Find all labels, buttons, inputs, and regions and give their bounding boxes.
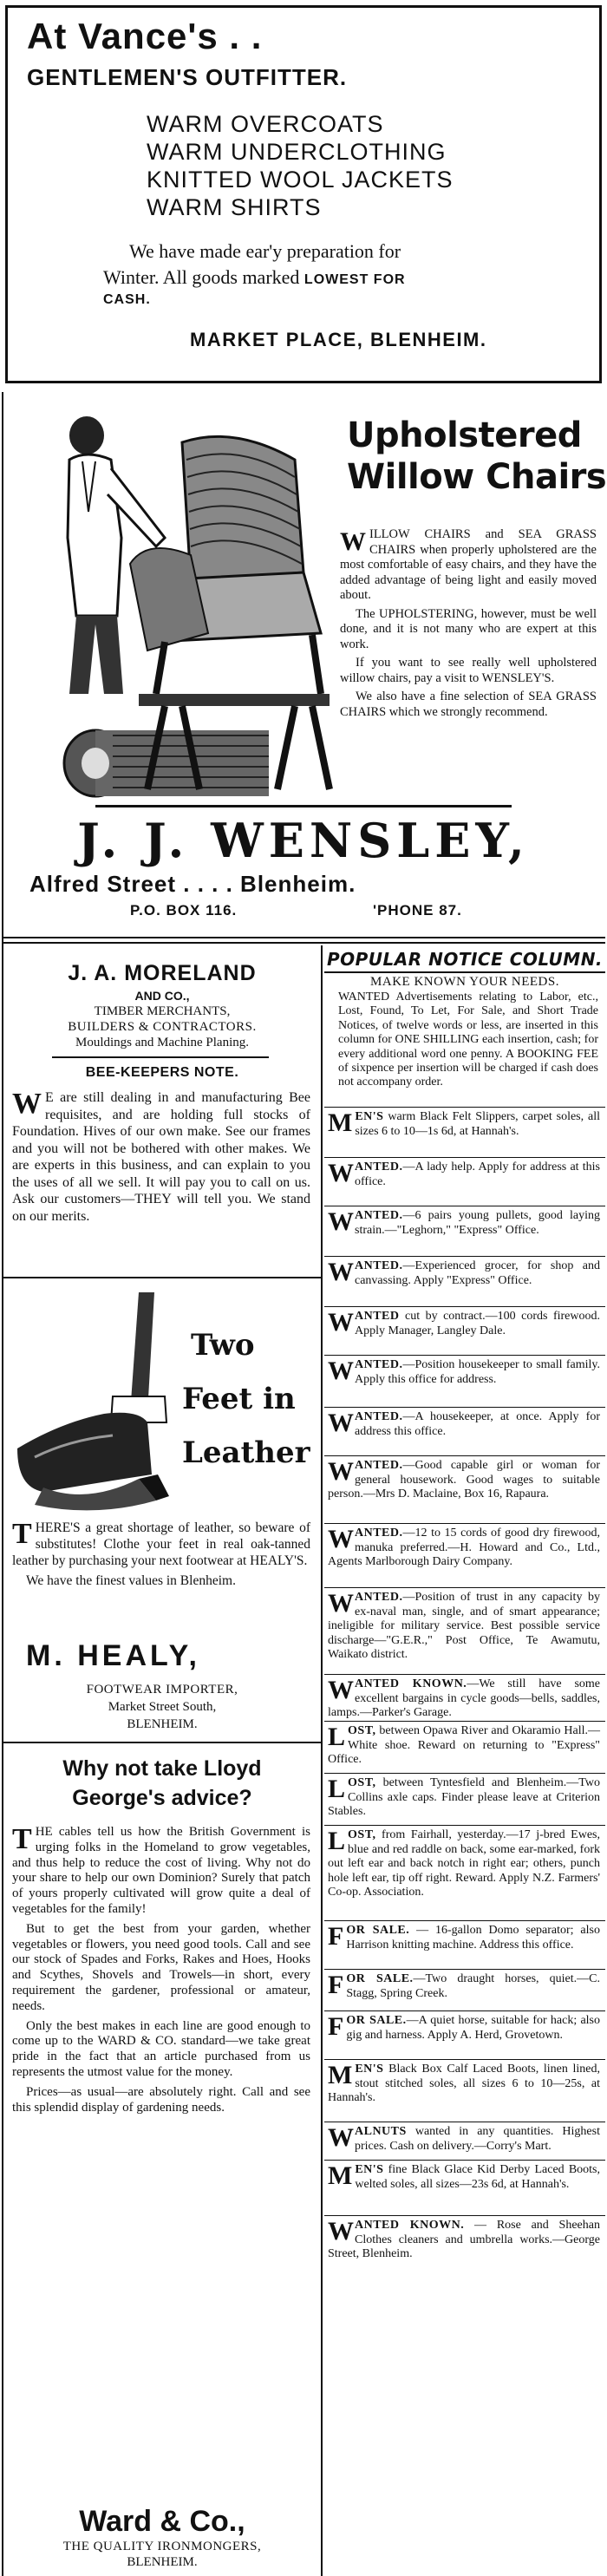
notice-lead: OR SALE. — [346, 1924, 410, 1937]
moreland-bottom-rule — [3, 1277, 321, 1278]
healy-line3: BLENHEIM. — [127, 1717, 198, 1731]
wensley-phone: 'PHONE 87. — [373, 902, 462, 919]
notice-item — [324, 1306, 605, 1355]
notice-text: cut by contract.—100 cords firewood. Apply Manager, Langley Dale. — [355, 1310, 600, 1337]
notice-lead: EN'S — [355, 2163, 384, 2176]
notice-item — [324, 1773, 605, 1825]
notice-text: — Rose and Sheehan Clothes cleaners and umbrella works.—George Street, Blenheim. — [328, 2219, 600, 2260]
notice-lead: ANTED. — [355, 1161, 403, 1174]
notice-lead: ANTED. — [355, 1410, 403, 1423]
ward-name: Ward & Co., — [79, 2505, 245, 2538]
notice-drop-cap: W — [328, 1207, 352, 1236]
notice-text: — 16-gallon Domo separator; also Harrison knitting machine. Address this office. — [346, 1924, 600, 1952]
notice-drop-cap: W — [328, 1589, 352, 1618]
notice-text: —We still have some excellent bargains in cycle goods—bells, saddles, lamps.—Parker's Garage. — [328, 1677, 600, 1719]
ward-line1: THE QUALITY IRONMONGERS, — [62, 2540, 262, 2553]
notice-drop-cap: F — [328, 2012, 344, 2041]
notice-lead: OR SALE. — [346, 1972, 414, 1985]
notice-item — [324, 2059, 605, 2122]
moreland-body: W E are still dealing in and manufacturing Bee requisites, and are holding full stocks of Foundation. Hives of our own make. See our frames and you will not be bothered with other makes. We are experts in this business, and can explain to you the uses of all we sell. It will pay you to call on us. Ask our customers—THEY will tell you. We stand on our merits. — [12, 1088, 310, 1224]
moreland-line3: Mouldings and Machine Planing. — [75, 1036, 249, 1049]
notice-drop-cap: W — [328, 1308, 352, 1337]
notice-drop-cap: F — [328, 1971, 344, 1999]
notice-text: —Position housekeeper to small family. Apply this office for address. — [355, 1358, 600, 1386]
column-divider — [321, 945, 323, 2576]
section-divider — [3, 937, 605, 938]
moreland-andco: AND CO., — [134, 989, 190, 1003]
notice-text: between Tyntesfield and Blenheim.—Two Collins axle caps. Finder please leave at Criterion Stables. — [328, 1776, 600, 1818]
notice-text: between Opawa River and Okaramio Hall.—White shoe. Reward on returning to "Express" Office. — [328, 1724, 600, 1766]
notice-text: —12 to 15 cords of good dry firewood, manuka preferred.—H. Howard and Co., Ltd., Agents Marlborough Dairy Company. — [328, 1527, 600, 1568]
notice-drop-cap: F — [328, 1922, 344, 1951]
notice-text: —Good capable girl or woman for general housework. Good wages to suitable person.—Mrs D. Maclaine, Box 16, Rapaura. — [328, 1459, 600, 1500]
notice-lead: EN'S — [355, 1110, 384, 1123]
bee-keepers-title: BEE-KEEPERS NOTE. — [85, 1065, 239, 1080]
notice-item — [324, 1407, 605, 1455]
vance-ad — [5, 5, 602, 383]
notice-item — [324, 1455, 605, 1523]
healy-bottom-rule — [3, 1742, 321, 1743]
healy-body: THERE'S a great shortage of leather, so beware of substitutes! Clothe your feet in real oak-tanned leather by purchasing your next footwear at HEALY'S. We have the finest values in Blenheim. — [12, 1518, 310, 1588]
notice-drop-cap: W — [328, 1357, 352, 1385]
notice-drop-cap: W — [328, 1159, 352, 1187]
notice-lead: OR SALE. — [346, 2014, 407, 2027]
notice-item — [324, 2160, 605, 2215]
wensley-street: Alfred Street . . . . Blenheim. — [29, 871, 356, 897]
vance-item: KNITTED WOOL JACKETS — [147, 167, 454, 193]
notice-text: fine Black Glace Kid Derby Laced Boots, welted soles, all sizes—23s 6d, at Hannah's. — [355, 2163, 600, 2191]
notice-text: —Two draught horses, quiet.—C. Stagg, Spring Creek. — [346, 1972, 600, 2000]
moreland-line1: TIMBER MERCHANTS, — [94, 1004, 231, 1018]
notice-text: —A lady help. Apply for address at this office. — [355, 1161, 600, 1188]
notice-text: —6 pairs young pullets, good laying strain.—"Leghorn," "Express" Office. — [355, 1209, 600, 1237]
moreland-line2: BUILDERS & CONTRACTORS. — [68, 1020, 257, 1034]
healy-headline: Two Feet in Leather — [182, 1328, 310, 1470]
notice-text: Black Box Calf Laced Boots, linen lined, stout stitched soles, all sizes 6 to 10—25s, at Hannah's. — [328, 2063, 600, 2104]
notice-text: from Fairhall, yesterday.—17 j-bred Ewes, blue and red raddle on back, some ear-marked, fork out left ear and back notch in right ear; others, punch hole left ear, tip off right. Reward. Apply N.Z. Farmers' Co-op. Association. — [328, 1828, 600, 1899]
section-divider — [3, 942, 605, 944]
vance-item: WARM UNDERCLOTHING — [147, 139, 447, 165]
notice-lead: ANTED KNOWN. — [355, 2219, 465, 2232]
notice-drop-cap: W — [328, 1409, 352, 1437]
notice-item — [324, 1920, 605, 1969]
ward-body: THE cables tell us how the British Government is urging folks in the Homeland to grow vegetables, and thus help to reduce the cost of living. Why not do your share to help our own Dominion? Surely that patch of yours properly cultivated will grow quite a deal of vegetables for the family! But to get the best from your garden, whether vegetables or flowers, you need good tools. Call and see our stock of Spades and Forks, Rakes and Hoes, Hooks and Scythes, Shovels and Trowels—in short, every requirement the gardener, professional or amateur, needs. Only the best makes in each line are good enough to come up to the WARD & CO. standard—we take great pride in the fact that an article purchased from us represents the utmost value for the money. Prices—as usual—are absolutely right. Call and see this splendid display of gardening needs. — [12, 1823, 310, 2115]
notice-lead: ANTED — [355, 1310, 400, 1323]
notice-item — [324, 2122, 605, 2160]
notice-lead: OST, — [348, 1776, 376, 1789]
ward-headline: Why not take Lloyd George's advice? — [62, 1756, 262, 1810]
wensley-body: WILLOW CHAIRS and SEA GRASS CHAIRS when properly upholstered are the most comfortable of easy chairs, and they have the added advantage of being light and easily moved about. The UPHOLSTERING, however, must be well done, and it is not many who are expert at this work. If you want to see really well upholstered willow chairs, pay a visit to WENSLEY'S. We also have a fine selection of SEA GRASS CHAIRS which we strongly recommend. — [340, 527, 597, 719]
vance-title: At Vance's . . — [27, 16, 263, 56]
vance-item: WARM SHIRTS — [147, 194, 322, 220]
notice-item — [324, 2215, 605, 2311]
vance-location: MARKET PLACE, BLENHEIM. — [190, 329, 487, 350]
vance-item: WARM OVERCOATS — [147, 111, 384, 137]
notice-lead: ANTED. — [355, 1259, 403, 1272]
notice-drop-cap: W — [328, 1258, 352, 1286]
notice-drop-cap: L — [328, 1723, 346, 1751]
healy-line1: FOOTWEAR IMPORTER, — [86, 1683, 238, 1697]
notice-drop-cap: M — [328, 2161, 353, 2190]
notice-drop-cap: W — [328, 2217, 352, 2246]
notice-drop-cap: W — [328, 1457, 352, 1486]
wensley-divider — [95, 805, 512, 807]
moreland-divider — [52, 1056, 269, 1058]
notice-text: —A housekeeper, at once. Apply for address this office. — [355, 1410, 600, 1438]
notice-text: —A quiet horse, suitable for hack; also gig and harness. Apply A. Herd, Grovetown. — [346, 2014, 600, 2042]
vance-body-line: We have made ear'y preparation for — [129, 240, 401, 262]
notice-drop-cap: W — [328, 1525, 352, 1553]
notice-lead: EN'S — [355, 2063, 384, 2076]
notice-lead: ANTED. — [355, 1209, 403, 1222]
moreland-name: J. A. MORELAND — [68, 961, 257, 985]
wensley-pobox: P.O. BOX 116. — [130, 902, 238, 919]
vance-body-line2: Winter. All goods marked LOWEST FOR — [103, 266, 406, 288]
vance-body — [129, 239, 401, 265]
column-title: POPULAR NOTICE COLUMN. — [324, 949, 605, 973]
notice-drop-cap: M — [328, 2061, 353, 2089]
notice-text: wanted in any quantities. Highest prices. Cash on delivery.—Corry's Mart. — [355, 2125, 600, 2153]
notice-item — [324, 1825, 605, 1920]
notice-text: —Position of trust in any capacity by ex-naval man, single, and of smart appearance; ineligible for military service. Best possible service discharge—"G.E.R.," Post Office, Te Awamutu, Waikato district. — [328, 1591, 600, 1661]
notice-item — [324, 1355, 605, 1407]
notice-drop-cap: L — [328, 1775, 346, 1803]
notice-lead: ANTED. — [355, 1591, 403, 1604]
column-intro-head: MAKE KNOWN YOUR NEEDS. — [370, 975, 559, 989]
notice-lead: ANTED. — [355, 1527, 403, 1540]
ward-line2: BLENHEIM. — [127, 2555, 198, 2569]
notice-item — [324, 1256, 605, 1306]
wensley-name: J. J. WENSLEY, — [77, 813, 530, 868]
vance-subtitle: GENTLEMEN'S OUTFITTER. — [27, 64, 348, 90]
notice-lead: ANTED KNOWN. — [355, 1677, 467, 1690]
notice-drop-cap: W — [328, 1676, 352, 1704]
notice-text: —Experienced grocer, for shop and canvassing. Apply "Express" Office. — [355, 1259, 600, 1287]
notice-lead: OST, — [348, 1828, 376, 1841]
notice-drop-cap: M — [328, 1108, 353, 1137]
notice-item — [324, 1721, 605, 1773]
notice-item — [324, 1206, 605, 1256]
vance-item-list — [147, 110, 454, 221]
notice-item — [324, 1157, 605, 1206]
upholsterer-illustration — [35, 408, 338, 815]
notice-lead: ANTED. — [355, 1459, 403, 1472]
notice-item — [324, 1969, 605, 2010]
notice-item — [324, 1107, 605, 1157]
notice-lead: ALNUTS — [355, 2125, 407, 2138]
wensley-headline: Upholstered Willow Chairs — [347, 415, 607, 497]
notice-lead: ANTED. — [355, 1358, 403, 1371]
vance-body-line3: CASH. — [103, 292, 151, 307]
left-page-border — [2, 392, 3, 2576]
shoe-illustration — [9, 1292, 191, 1518]
column-intro: WANTED Advertisements relating to Labor, etc., Lost, Found, To Let, For Sale, and Short Trade Notices, of twelve words or less, are inserted in this column for ONE SHILLING each insertion, cash; for every additional word one penny. A BOOKING FEE of sixpence per insertion will be charged if cash does not accompany order. — [338, 991, 598, 1089]
notice-item — [324, 1674, 605, 1721]
healy-name: M. HEALY, — [26, 1639, 201, 1672]
notice-lead: OST, — [348, 1724, 376, 1737]
notice-drop-cap: L — [328, 1827, 346, 1855]
notice-item — [324, 2010, 605, 2059]
notice-drop-cap: W — [328, 2123, 352, 2152]
notice-item — [324, 1523, 605, 1587]
notice-text: warm Black Felt Slippers, carpet soles, all sizes 6 to 10—1s 6d, at Hannah's. — [355, 1110, 600, 1138]
healy-line2: Market Street South, — [108, 1700, 217, 1714]
notice-item — [324, 1587, 605, 1674]
